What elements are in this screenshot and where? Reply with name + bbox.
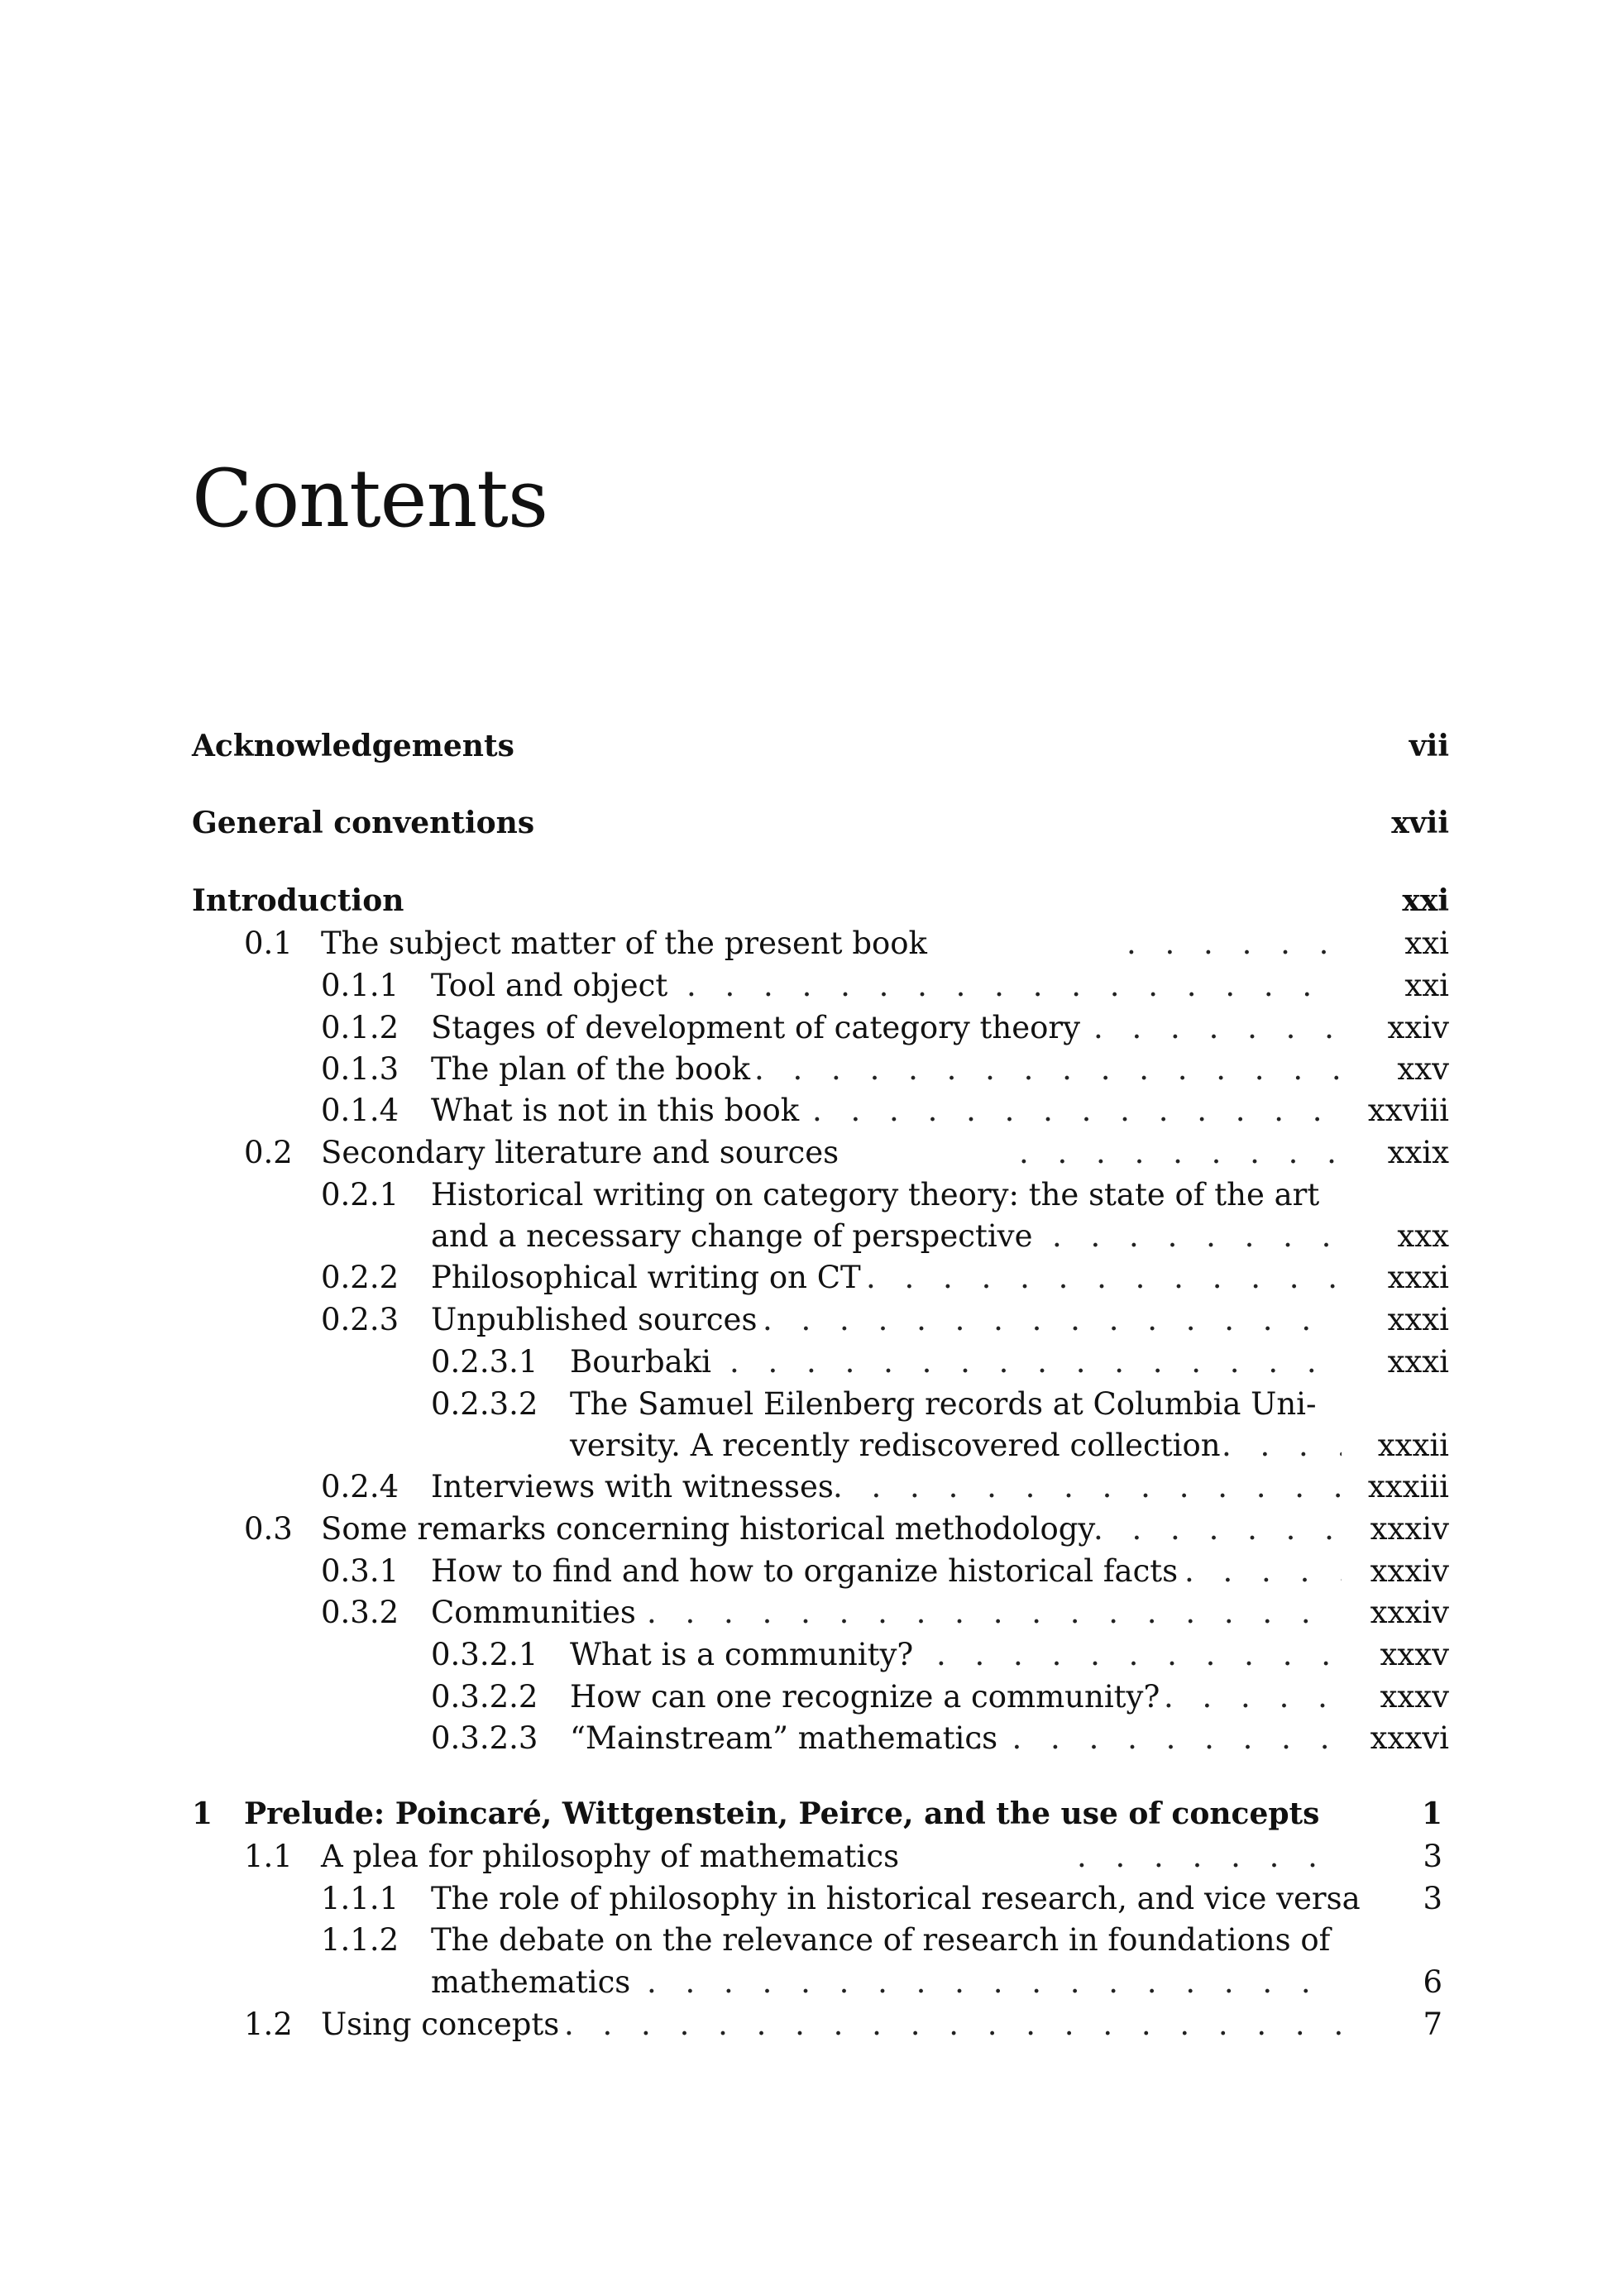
toc-number: 0.3.2 — [321, 1595, 399, 1630]
toc-number: 0.2.1 — [321, 1177, 399, 1213]
toc-entry-section[interactable] — [192, 2003, 1449, 2045]
toc-number: 1.2 — [244, 2007, 293, 2042]
toc-entry-continuation[interactable] — [192, 1424, 1449, 1466]
page-title: Contents — [192, 452, 548, 545]
toc-entry-subsubsection[interactable] — [192, 1383, 1449, 1425]
toc-entry-subsection[interactable] — [192, 1256, 1449, 1299]
toc-page: 3 — [1423, 1881, 1442, 1916]
toc-entry-subsubsection[interactable] — [192, 1676, 1449, 1718]
toc-page: xxxi — [1387, 1260, 1449, 1295]
dot-leader — [1126, 922, 1342, 964]
toc-number: 0.1.1 — [321, 968, 399, 1003]
toc-number: 0.3.2.3 — [431, 1720, 538, 1756]
toc-page: xxxv — [1380, 1679, 1449, 1715]
toc-number: 1 — [192, 1796, 213, 1831]
toc-title: Some remarks concerning historical methodology — [321, 1511, 1096, 1547]
toc-page: xxix — [1387, 1135, 1449, 1170]
toc-page: xxxvi — [1370, 1720, 1449, 1756]
dot-leader — [936, 1634, 1342, 1676]
toc-entry-acknowledgements[interactable] — [192, 725, 1449, 768]
toc-title-line2: versity. A recently rediscovered collection — [570, 1428, 1221, 1463]
toc-title: Prelude: Poincaré, Wittgenstein, Peirce, and the use of concepts — [244, 1796, 1320, 1831]
toc-page: xxiv — [1387, 1010, 1449, 1045]
toc-entry-subsection[interactable] — [192, 1550, 1449, 1592]
toc-page: xxviii — [1367, 1093, 1449, 1128]
toc-entry-subsubsection[interactable] — [192, 1717, 1449, 1759]
toc-page: xxxi — [1387, 1302, 1449, 1337]
toc-page: xxxiv — [1370, 1595, 1449, 1630]
toc-title-line1: The Samuel Eilenberg records at Columbia Uni- — [570, 1386, 1317, 1422]
dot-leader — [1222, 1424, 1342, 1466]
dot-leader — [1093, 1007, 1342, 1049]
toc-entry-subsection[interactable] — [192, 1919, 1449, 1961]
toc-number: 0.1.2 — [321, 1010, 399, 1045]
toc-title: Introduction — [192, 883, 404, 918]
toc-title: Tool and object — [431, 968, 668, 1003]
toc-entry-section[interactable] — [192, 1131, 1449, 1174]
dot-leader — [1164, 1676, 1342, 1718]
toc-title-line1: The debate on the relevance of research in foundations of — [431, 1922, 1331, 1958]
toc-title: Secondary literature and sources — [321, 1135, 839, 1170]
toc-title: Using concepts — [321, 2007, 560, 2042]
toc-number: 0.1 — [244, 926, 293, 961]
toc-number: 0.3.2.1 — [431, 1637, 538, 1672]
toc-entry-subsection[interactable] — [192, 964, 1449, 1007]
toc-title: Acknowledgements — [192, 729, 514, 763]
toc-title: The role of philosophy in historical research, and vice versa — [431, 1881, 1361, 1916]
toc-entry-subsection[interactable] — [192, 1299, 1449, 1341]
dot-leader — [647, 1591, 1342, 1634]
toc-entry-section[interactable] — [192, 922, 1449, 964]
toc-number: 0.3 — [244, 1511, 293, 1547]
toc-number: 0.2.3.2 — [431, 1386, 538, 1422]
toc-entry-subsection[interactable] — [192, 1877, 1449, 1920]
dot-leader — [1077, 1835, 1342, 1877]
toc-title: Communities — [431, 1595, 636, 1630]
toc-entry-subsection[interactable] — [192, 1048, 1449, 1090]
toc-page: xxi — [1402, 883, 1449, 918]
toc-number: 0.2.3 — [321, 1302, 399, 1337]
toc-title: Bourbaki — [570, 1344, 711, 1380]
toc-title: How to find and how to organize historical facts — [431, 1553, 1179, 1589]
dot-leader — [866, 1256, 1342, 1299]
dot-leader — [564, 2003, 1342, 2045]
toc-number: 1.1 — [244, 1839, 293, 1874]
toc-page: xxxv — [1380, 1637, 1449, 1672]
toc-title: Stages of development of category theory — [431, 1010, 1081, 1045]
toc-page: xxxiv — [1370, 1511, 1449, 1547]
toc-entry-subsubsection[interactable] — [192, 1634, 1449, 1676]
toc-page: 1 — [1421, 1796, 1442, 1831]
toc-title: The plan of the book — [431, 1051, 751, 1087]
toc-number: 0.3.1 — [321, 1553, 399, 1589]
dot-leader — [763, 1299, 1342, 1341]
toc-title: How can one recognize a community? — [570, 1679, 1160, 1715]
toc-number: 0.2.3.1 — [431, 1344, 538, 1380]
toc-page: 6 — [1423, 1964, 1442, 2000]
toc-title-line1: Historical writing on category theory: the state of the art — [431, 1177, 1320, 1213]
dot-leader — [754, 1048, 1342, 1090]
toc-page: 7 — [1423, 2007, 1442, 2042]
toc-entry-general-conventions[interactable] — [192, 802, 1449, 844]
toc-number: 1.1.2 — [321, 1922, 399, 1958]
toc-page: vii — [1409, 729, 1449, 763]
toc-page: xxxiv — [1370, 1553, 1449, 1589]
dot-leader — [729, 1341, 1342, 1383]
toc-entry-section[interactable] — [192, 1508, 1449, 1550]
toc-entry-subsection[interactable] — [192, 1007, 1449, 1049]
toc-title: A plea for philosophy of mathematics — [321, 1839, 900, 1874]
dot-leader — [1184, 1550, 1342, 1592]
toc-number: 0.2 — [244, 1135, 293, 1170]
toc-page: xxxi — [1387, 1344, 1449, 1380]
toc-page: xxv — [1397, 1051, 1449, 1087]
toc-entry-introduction[interactable] — [192, 880, 1449, 922]
toc-title: What is a community? — [570, 1637, 914, 1672]
dot-leader — [833, 1466, 1342, 1508]
toc-page: xxxii — [1377, 1428, 1449, 1463]
toc-title: “Mainstream” mathematics — [570, 1720, 998, 1756]
dot-leader — [1093, 1508, 1342, 1550]
toc-title: What is not in this book — [431, 1093, 800, 1128]
dot-leader — [647, 1961, 1342, 2003]
toc-entry-section[interactable] — [192, 1835, 1449, 1877]
dot-leader — [812, 1089, 1342, 1131]
toc-entry-continuation[interactable] — [192, 1215, 1449, 1257]
toc-entry-subsubsection[interactable] — [192, 1341, 1449, 1383]
toc-title: Interviews with witnesses — [431, 1469, 834, 1504]
toc-page: xxi — [1404, 968, 1449, 1003]
toc-page: xxi — [1404, 926, 1449, 961]
toc-entry-subsection[interactable] — [192, 1591, 1449, 1634]
toc-entry-subsection[interactable] — [192, 1089, 1449, 1131]
toc-number: 0.1.4 — [321, 1093, 399, 1128]
toc-title: Philosophical writing on CT — [431, 1260, 861, 1295]
toc-number: 0.2.4 — [321, 1469, 399, 1504]
toc-number: 1.1.1 — [321, 1881, 399, 1916]
toc-page: xxxiii — [1367, 1469, 1449, 1504]
toc-entry-continuation[interactable] — [192, 1961, 1449, 2003]
dot-leader — [1019, 1131, 1342, 1174]
dot-leader — [1052, 1215, 1342, 1257]
toc-entry-chapter[interactable] — [192, 1793, 1449, 1835]
dot-leader — [973, 1717, 1342, 1759]
dot-leader — [686, 964, 1342, 1007]
toc-title-line2: and a necessary change of perspective — [431, 1218, 1033, 1254]
toc-number: 0.3.2.2 — [431, 1679, 538, 1715]
toc-number: 0.1.3 — [321, 1051, 399, 1087]
toc-page: xvii — [1391, 806, 1449, 840]
toc-title-line2: mathematics — [431, 1964, 631, 2000]
toc-entry-subsection[interactable] — [192, 1466, 1449, 1508]
toc-title: General conventions — [192, 806, 535, 840]
toc-page: 3 — [1423, 1839, 1442, 1874]
toc-entry-subsection[interactable] — [192, 1174, 1449, 1216]
toc-number: 0.2.2 — [321, 1260, 399, 1295]
toc-page: xxx — [1397, 1218, 1449, 1254]
toc-title: Unpublished sources — [431, 1302, 758, 1337]
toc-title: The subject matter of the present book — [321, 926, 927, 961]
